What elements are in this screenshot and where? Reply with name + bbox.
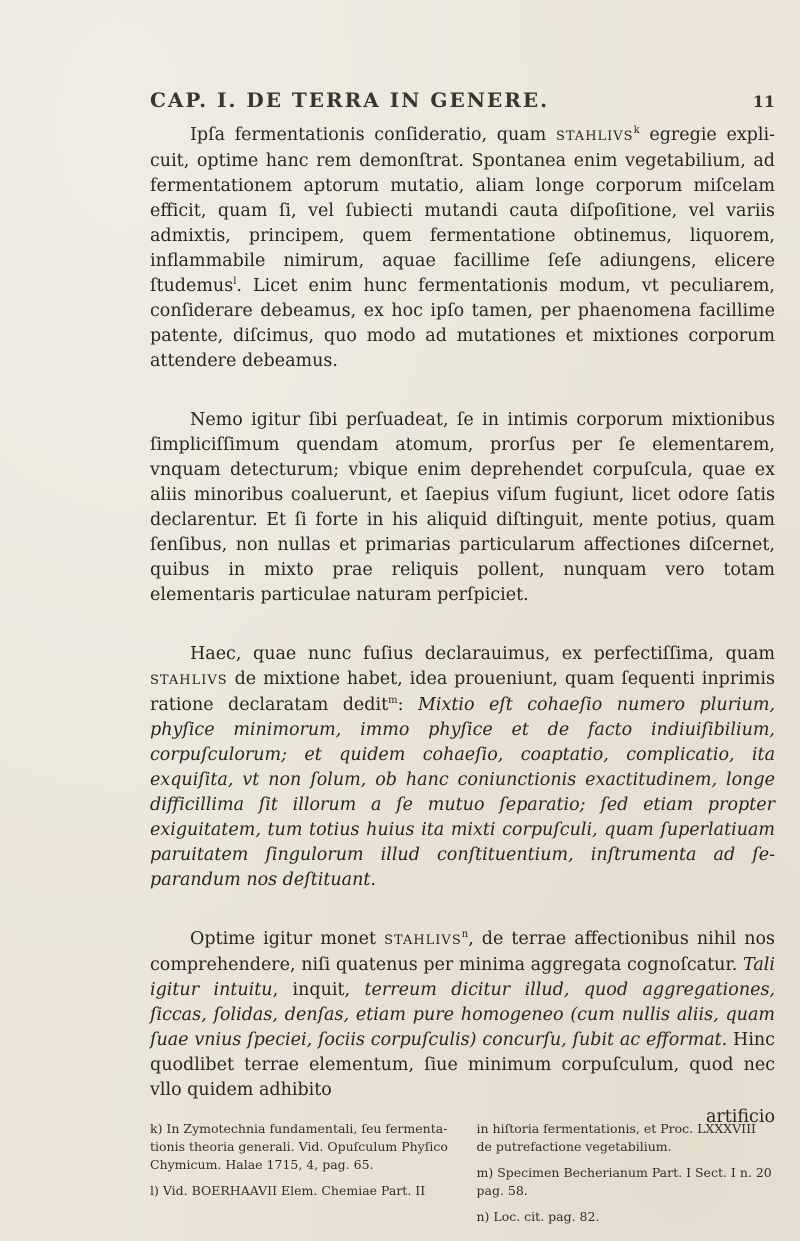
text-span: de mixtione habet, idea proueniunt, quam ſequenti inprimis ratione declaratam dedit	[150, 669, 775, 715]
text-span: Hinc quodlibet terrae elementum, ſiue minimum corpuſculum, quod nec vllo quidem adhibito	[150, 1030, 775, 1100]
footnote-k: k) In Zymotechnia fundamentali, ſeu fermentationis theoria generali. Vid. Opuſculum Phyſico Chymicum. Halae 1715, 4, pag. 65.	[150, 1121, 448, 1172]
footnotes-right-column	[477, 1120, 776, 1234]
text-span: , de terrae affectionibus nihil nos comprehendere, niſi quatenus per minima aggregata cognoſcatur.	[150, 929, 775, 975]
footnote-m: m) Specimen Becherianum Part. I Sect. I n. 20 pag. 58.	[476, 1165, 772, 1198]
text-span: Optime igitur monet	[190, 929, 385, 949]
footnote-n: n) Loc. cit. pag. 82.	[476, 1209, 600, 1224]
text-span: Ipſa fermentationis conſideratio, quam	[190, 125, 556, 145]
footnote-ref: m	[388, 695, 398, 707]
footnote-ref: k	[633, 125, 640, 137]
footnote-l-continued: in hiſtoria fermentationis, et Proc. LXXXVIII de putrefactione vegetabilium.	[476, 1121, 756, 1154]
footnotes-left-column	[150, 1120, 449, 1234]
footnote-ref: l	[233, 276, 237, 288]
text-span: :	[397, 695, 418, 715]
page-number: 11	[752, 92, 775, 111]
footnote-ref: n	[461, 929, 469, 941]
paragraph-1	[150, 123, 775, 374]
page-header	[150, 88, 775, 118]
text-span: Haec, quae nunc fuſius declarauimus, ex perfectiſſima, quam	[190, 644, 775, 664]
text-span: . Licet enim hunc fermentationis modum, vt peculiarem, conſiderare debeamus, ex hoc ipſo tamen, per phaenomena facillime patente, diſcimus, quo modo ad mutationes et mixtiones corporum attendere debeamus.	[150, 276, 775, 371]
catchword: artificio	[705, 1107, 775, 1127]
footnote-l: l) Vid. BOERHAAVII Elem. Chemiae Part. II	[150, 1183, 426, 1198]
quotation: terreum dicitur illud, quod aggregationes, ſiccas, ſolidas, denſas, etiam pure homogeneo (cum nullis aliis, quam ſuae vnius ſpeciei, ſociis corpuſculis) concurſu, ſubit ac efformat.	[150, 980, 775, 1050]
author-name: STAHLIVS	[150, 673, 228, 688]
quotation: Mixtio eſt cohaeſio numero plurium, phyſice minimorum, immo phyſice et de facto indiuiſibilium, corpuſculorum; et quidem cohaeſio, coaptatio, complicatio, ita exquiſita, vt non ſolum, ob hanc coniunctionis exactitudinem, longe difficillima ſit illorum a ſe mutuo ſeparatio; ſed etiam propter exiguitatem, tum totius huius ita mixti corpuſculi, quam ſuperlatiuam paruitatem ſingulorum illud conſtituentium, inſtrumenta ad ſeparandum nos deſtituant.	[150, 695, 775, 890]
running-head: CAP. I. DE TERRA IN GENERE.	[150, 88, 550, 112]
main-text	[150, 123, 775, 1130]
text-span: egregie explicuit, optime hanc rem demonſtrat. Spontanea enim vegetabilium, ad fermentationem aptorum mutatio, aliam longe corporum miſcelam efficit, quam ſi, vel ſubiecti mutandi cauta diſpoſitione, vel variis admixtis, principem, quem fermentatione obtinemus, liquorem, inflammabile nimirum, aquae facillime ſeſe adiungens, elicere ſtudemus	[150, 125, 776, 296]
text-span: , inquit,	[272, 980, 365, 1000]
paragraph-2	[150, 408, 775, 608]
paragraph-4	[150, 927, 775, 1103]
footnotes	[150, 1120, 775, 1234]
author-name: STAHLIVS	[555, 129, 634, 144]
paragraph-3	[150, 642, 775, 893]
author-name: STAHLIVS	[384, 933, 462, 948]
quotation: Tali igitur intuitu	[150, 955, 775, 1000]
text-span: Nemo igitur ſibi perſuadeat, ſe in intimis corporum mixtionibus ſimpliciſſimum quendam atomum, prorſus per ſe elementarem, vnquam detecturum; vbique enim deprehendet corpuſcula, quae ex aliis minoribus coaluerunt, et ſaepius viſum fugiunt, licet odore ſatis declarentur. Et ſi forte in his aliquid diſtinguit, mente potius, quam ſenſibus, non nullas et primarias particularum affectiones diſcernet, quibus in mixto prae reliquis pollent, nunquam vero totam elementaris particulae naturam perſpiciet.	[150, 410, 775, 605]
